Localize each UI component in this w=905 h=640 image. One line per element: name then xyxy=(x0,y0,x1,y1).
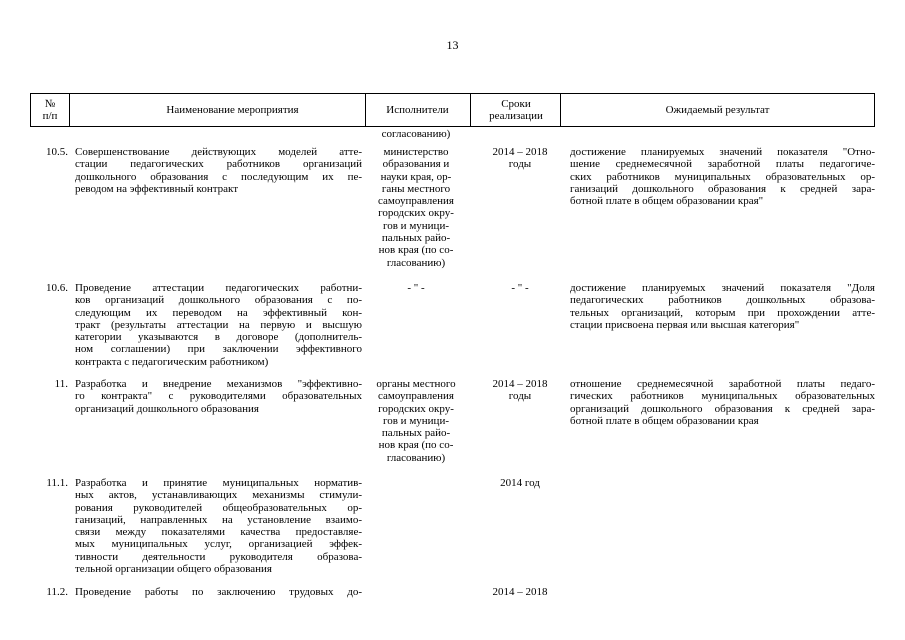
row-executors: органы местного самоуправления городских окру- гов и муници- пальных райо- нов края (по со- гласованию) xyxy=(376,378,456,464)
carryover-executors: согласованию) xyxy=(381,128,451,140)
header-result: Ожидаемый результат xyxy=(665,104,770,116)
row-result: достижение планируемых значений показателя "Отно- шение среднемесячной заработной платы педагогиче- ских работников муниципальных образовательных ор- ганизаций дошкольного образования к средней зара- ботной плате в общем образовании края" xyxy=(570,146,875,208)
row-terms: 2014 год xyxy=(500,477,540,489)
row-terms: - " - xyxy=(511,282,529,294)
row-executors: - " - xyxy=(407,282,425,294)
row-name: Проведение работы по заключению трудовых до- xyxy=(75,586,362,598)
row-terms: 2014 – 2018 годы xyxy=(492,146,548,171)
row-name: Совершенствование действующих моделей атте- стации педагогических работников организаций дошкольного образования с последующим их пе- реводом на эффективный контракт xyxy=(75,146,362,195)
table-header xyxy=(30,93,875,127)
header-executors: Исполнители xyxy=(386,104,449,116)
header-terms: Сроки реализации xyxy=(489,98,543,122)
row-num: 10.5. xyxy=(46,146,68,158)
header-name: Наименование мероприятия xyxy=(166,104,299,116)
row-num: 11.1. xyxy=(46,477,68,489)
row-terms: 2014 – 2018 xyxy=(492,586,548,598)
page-number: 13 xyxy=(446,38,459,52)
row-name: Разработка и принятие муниципальных норматив- ных актов, устанавливающих механизмы стимули- рования руководителей общеобразовательных ор- ганизаций, направленных на установление взаимо- связи между показателями качества предоставляе- мых муниципальных услуг, организацией эффек- тивности деятельности руководителя образова- тельной организации общего образования xyxy=(75,477,362,576)
row-num: 11. xyxy=(54,378,68,390)
row-executors: министерство образования и науки края, ор- ганы местного самоуправления городских окру- гов и муници- пальных райо- нов края (по со- гласованию) xyxy=(378,146,454,269)
row-num: 10.6. xyxy=(46,282,68,294)
header-num: № п/п xyxy=(42,98,58,122)
row-name: Проведение аттестации педагогических работни- ков организаций дошкольного образования с по- следующим их переводом на эффективный кон- тракт (результаты аттестации на первую и высшую категории указываются в договоре (дополнитель- ном соглашении) при заключении эффективного контракта с педагогическим работником) xyxy=(75,282,362,368)
row-terms: 2014 – 2018 годы xyxy=(492,378,548,403)
row-result: достижение планируемых значений показателя "Доля педагогических работников дошкольных образова- тельных организаций, которым при прохождении атте- стации присвоена первая или высшая категория" xyxy=(570,282,875,331)
row-num: 11.2. xyxy=(46,586,68,598)
row-result: отношение среднемесячной заработной платы педаго- гических работников муниципальных образовательных организаций дошкольного образования к средней зара- ботной плате в общем образовании края xyxy=(570,378,875,427)
row-name: Разработка и внедрение механизмов "эффективно- го контракта" с руководителями образовательных организаций дошкольного образования xyxy=(75,378,362,415)
